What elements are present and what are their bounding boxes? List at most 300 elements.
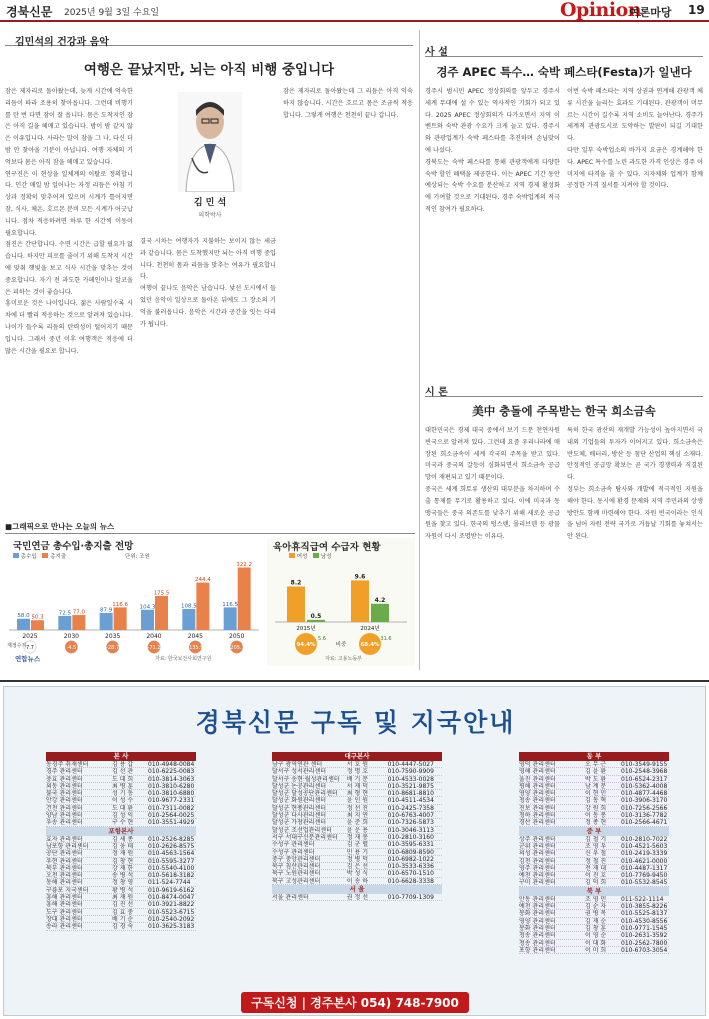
branch-name: 수성구 관리센터 — [272, 841, 315, 848]
phone-number: 010-2631-3592 — [621, 932, 668, 939]
bar-value-label: 87.9 — [100, 607, 113, 614]
branch-name: 우송 관리센터 — [46, 819, 83, 826]
manager-name: 김 선 관 — [112, 768, 134, 775]
phone-number: 010-3046-3113 — [387, 826, 434, 833]
daegu-table — [272, 752, 442, 901]
branch-name: 영양 관리센터 — [519, 917, 556, 924]
branch-row — [46, 865, 196, 872]
phone-number: 010-5618-3182 — [148, 872, 195, 879]
manager-name: 이 성 수 — [112, 797, 134, 804]
bar-value-label: 72.5 — [58, 610, 71, 617]
legend-income: 총수입 — [20, 554, 37, 560]
branch-name: 동해 관리센터 — [46, 879, 83, 886]
branch-name: 예천 관리센터 — [519, 903, 556, 910]
manager-name: 김 동 혁 — [585, 797, 607, 804]
phone-number: 010-6763-4007 — [387, 812, 434, 819]
phone-number: 010-4511-4534 — [387, 797, 434, 804]
branch-name: 영주 관리센터 — [519, 864, 556, 872]
phone-number: 011-522-1114 — [621, 895, 664, 903]
parental-leave-chart-title: 육아휴직급여 수급자 현황 — [273, 542, 381, 553]
phone-number: 010-6809-8590 — [387, 848, 434, 855]
column-body-middle — [140, 236, 276, 514]
branch-name: 효자 관리센터 — [46, 835, 83, 842]
siron-headline: 美中 충돌에 주목받는 한국 희소금속 — [472, 404, 656, 418]
manager-name: 김 진 선 — [112, 901, 134, 908]
branch-row — [272, 768, 442, 775]
bar-value-label: 116.5 — [222, 601, 239, 608]
phone-number: 010-2548-3968 — [621, 768, 668, 775]
branch-row — [519, 843, 669, 850]
branch-name: 북부 관리센터 — [46, 864, 83, 872]
parental-leave-plot — [267, 558, 415, 656]
manager-name: 김 효 중 — [112, 908, 134, 915]
bar-income — [141, 610, 154, 630]
bar-value-label: 175.5 — [153, 590, 170, 597]
author-photo — [178, 92, 242, 192]
branch-name: 안강 관리센터 — [46, 797, 83, 804]
branch-name: 공단 관리센터 — [46, 850, 83, 857]
branch-row — [46, 805, 196, 812]
branch-name: 달성군 현풍관리센터 — [272, 804, 327, 812]
editorial-body-left — [425, 86, 560, 372]
branch-name: 청하 관리센터 — [519, 812, 556, 819]
branch-row — [272, 790, 442, 797]
x-tick-label: 2030 — [63, 633, 79, 640]
graphics-divider — [5, 533, 415, 534]
balance-label: 재정수지 — [7, 643, 27, 649]
branch-name: 안동 관리센터 — [519, 895, 556, 903]
manager-name: 박 도 환 — [585, 775, 607, 782]
manager-name: 최 형 현 — [346, 790, 368, 797]
x-tick-label: 2035 — [105, 633, 121, 640]
branch-row — [46, 768, 196, 775]
branch-row — [46, 901, 196, 908]
x-tick-label: 2015년 — [296, 626, 316, 632]
phone-number: 010-3551-4929 — [148, 819, 195, 826]
manager-name: 서 재 덕 — [346, 782, 368, 790]
phone-number: 010-6524-2317 — [621, 775, 668, 782]
branch-row — [519, 925, 669, 932]
branch-row — [46, 879, 196, 886]
bar-value-label: 50.3 — [31, 614, 44, 621]
section-title: Opinion — [560, 0, 642, 21]
phone-number: 010-4533-0028 — [387, 775, 434, 782]
branch-name: 남구 광역연관 센터 — [272, 761, 323, 768]
branch-name: 영덕 관리센터 — [519, 761, 556, 768]
branch-name: 북구 침산관리센터 — [272, 863, 321, 870]
branch-row — [519, 761, 669, 768]
branch-row — [46, 850, 196, 857]
branch-name: 청송 관리센터 — [519, 797, 556, 804]
legend-male: 남성 — [320, 554, 332, 560]
balance-value: -205.7 — [228, 645, 245, 651]
bar-income — [17, 619, 30, 630]
branch-row — [519, 947, 669, 954]
manager-name: 송 병 석 — [112, 872, 134, 879]
column-divider — [419, 30, 420, 670]
manager-name: 정 병 덕 — [346, 855, 368, 863]
column-paragraph: 연구진은 이 현상을 일체계의 이탈로 정의합니다. 인간 매일 밤 일어나는 자정 리듬은 아침 기상과 정확히 맞추어져 있으며 시계가 틀어지면 잠, 식사, 체온, 호르몬 분비 모든 시계가 어긋납니다. 점차 적응하려면 하루 한 시간씩 이동이 필요합니다. — [5, 170, 133, 237]
column-body-left — [5, 86, 133, 514]
manager-name: 김 군 렬 — [346, 841, 368, 848]
editorial-paragraph: 다만 일부 숙박업소의 바가지 요금은 경계해야 한다. APEC 특수를 노린 과도한 가격 인상은 경주 이미지에 타격을 줄 수 있다. 지자체와 업계가 함께 공정한 가격 질서를 지켜야 할 것이다. — [567, 146, 703, 190]
branch-name: 구미 관리센터 — [519, 879, 556, 886]
branch-name: 청송 관리센터 — [519, 939, 556, 946]
branch-name: 달성군 화원관리센터 — [272, 797, 327, 804]
manager-name: 김 윤 환 — [585, 768, 607, 775]
manager-name: 정 재 원 — [112, 850, 134, 857]
phone-number: 010-3921-8822 — [148, 901, 195, 908]
manager-name: 이 현 민 — [585, 790, 607, 797]
branch-name: 구룡포 지국센터 — [46, 886, 89, 894]
column-paragraph: 흥미로운 것은 나이입니다. 젊은 사람일수록 시차에 더 빨리 적응하는 것으로 알려져 있습니다. 나이가 들수록 리듬의 탄력성이 떨어지기 때문입니다. 그래서 중년 이후 여행객은 적응에 더 많은 시간을 필요로 합니다. — [5, 300, 133, 355]
phone-number: 010-3855-8226 — [621, 903, 668, 910]
manager-name: 김 덕 희 — [585, 879, 607, 886]
manager-name: 김 재 순 — [585, 917, 607, 924]
phone-number: 010-3625-3183 — [148, 923, 195, 930]
manager-name: 황 병 석 — [112, 886, 134, 894]
phone-number: 010-2419-3339 — [621, 850, 668, 857]
manager-name: 서 호 원 — [346, 761, 368, 768]
branch-name: 달서구 성서관리센터 — [272, 768, 327, 775]
branch-row — [272, 878, 442, 885]
table-section-header: 북 부 — [519, 887, 669, 896]
branch-row — [519, 783, 669, 790]
branch-row — [46, 872, 196, 879]
branch-name: 흥해 관리센터 — [46, 901, 83, 908]
manager-name: 오 무 근 — [585, 761, 607, 768]
branch-row — [272, 783, 442, 790]
branch-name: 군위 관리센터 — [519, 842, 556, 850]
branch-name: 청송 관리센터 — [519, 932, 556, 939]
branch-name: 외동 관리센터 — [46, 782, 83, 790]
siron-label: 시 론 — [425, 387, 448, 398]
bar-male — [371, 604, 389, 622]
manager-name: 정 선 진 — [346, 804, 368, 812]
branch-name: 서구 서대구신문관리센터 — [272, 833, 338, 841]
branch-row — [519, 790, 669, 797]
branch-row — [272, 819, 442, 826]
manager-name: 김 철 기 — [585, 835, 607, 842]
author-portrait — [172, 92, 248, 232]
phone-number: 010-2566-4671 — [621, 819, 668, 826]
branch-name: 북구 고성관리센터 — [272, 877, 321, 885]
branch-row — [519, 940, 669, 947]
branch-name: 남포항 관리센터 — [46, 842, 89, 850]
phone-number: 010-3810-6280 — [148, 782, 195, 790]
table-section-header: 본 사 — [46, 752, 196, 761]
manager-name: 조 영 우 — [585, 842, 607, 850]
paper-name: 경북신문 — [6, 5, 53, 19]
branch-name: 서울 관리센터 — [272, 894, 309, 901]
editorial-label: 사 설 — [425, 47, 448, 58]
manager-name: 정 명 호 — [346, 768, 368, 775]
branch-row — [272, 856, 442, 863]
branch-row — [46, 887, 196, 894]
bar-expense — [196, 583, 209, 630]
bar-income — [58, 616, 71, 630]
phone-number: 010-4521-5603 — [621, 842, 668, 850]
branch-name: 달성군 다사관리센터 — [272, 812, 327, 819]
phone-number: 010-3521-9875 — [387, 782, 434, 790]
siron-body-left — [425, 425, 560, 675]
siron-paragraph: 대한민국은 경제 대국 중에서 보기 드문 천연자원 빈국으로 알려져 있다. 그런데 요즘 우리나라에 매장된 희소금속이 세계 각국의 주목을 받고 있다. 미국과 중국의 갈등이 심화되면서 희소금속 공급망이 재편되고 있기 때문이다. — [425, 427, 560, 482]
phone-number: 010-7311-0082 — [148, 804, 195, 812]
branch-row — [519, 805, 669, 812]
pension-chart-title: 국민연금 총수입·총지출 전망 — [13, 541, 134, 552]
bar-expense — [72, 615, 85, 630]
parental-leave-source: 자료: 고용노동부 — [325, 656, 363, 662]
branch-name: 달성군 조선업관리센터 — [272, 826, 332, 833]
manager-name: 민 용 기 — [346, 848, 368, 855]
branch-name: 의성 관리센터 — [519, 850, 556, 857]
subscription-ad — [3, 686, 706, 1016]
siron-paragraph: 정부는 희소금속 탐사와 개발에 적극적인 지원을 해야 한다. 동시에 환경 문제와 지역 주민과의 상생 방안도 함께 마련해야 한다. 자원 빈국이라는 인식을 넘어 자원 전략 국가로 거듭날 기회를 놓쳐서는 안 된다. — [567, 485, 703, 541]
balance-value: -4.5 — [66, 645, 77, 651]
branch-row — [46, 812, 196, 819]
column-paragraph: 여행이 끝나도 음악은 남습니다. 낯선 도시에서 들었던 음악이 일상으로 돌아온 뒤에도 그 장소의 기억을 불러옵니다. 음악은 시간과 공간을 잇는 다리가 됩니다. — [140, 285, 276, 328]
author-name: 김 민 석 — [193, 198, 227, 208]
news-agency-logo: 연합뉴스 — [15, 655, 41, 663]
branch-row — [272, 849, 442, 856]
manager-name: 김 은 선 — [346, 863, 368, 870]
phone-number: 010-4621-0000 — [621, 857, 668, 864]
bar-expense — [114, 607, 127, 630]
parental-leave-chart — [267, 538, 415, 666]
branch-name: 오천 관리센터 — [46, 872, 83, 879]
subscribe-banner[interactable] — [200, 992, 510, 1010]
branch-name: 우현 관리센터 — [46, 857, 83, 864]
phone-number: 010-6703-3054 — [621, 946, 668, 954]
manager-name: 남 계 문 — [585, 782, 607, 790]
branch-row — [272, 812, 442, 819]
manager-name: 정 창 영 — [112, 879, 134, 886]
author-title: 의학박사 — [198, 212, 222, 219]
manager-name: 이 대 화 — [585, 939, 607, 946]
phone-number: 010-2425-7358 — [387, 804, 434, 812]
manager-name: 강 원 희 — [585, 804, 607, 812]
branch-row — [272, 797, 442, 804]
phone-number: 010-2626-8575 — [148, 842, 195, 850]
manager-name: 전 재 대 — [585, 864, 607, 872]
phone-number: 010-2810-3160 — [387, 833, 434, 841]
section-subtitle: 여론마당 — [629, 6, 672, 19]
branch-row — [272, 827, 442, 834]
branch-row — [46, 843, 196, 850]
share-female-value: 94.4% — [296, 642, 316, 648]
siron-header — [425, 380, 703, 397]
share-male-value: 5.6 — [318, 636, 326, 642]
bar-male — [307, 620, 325, 622]
branch-row — [46, 909, 196, 916]
branch-row — [519, 872, 669, 879]
bar-value-label: 244.4 — [194, 577, 211, 584]
branch-name: 달서구 송현·월성관리센터 — [272, 775, 340, 782]
branch-row — [46, 916, 196, 923]
subscribe-phone[interactable]: 구독신청 | 경주본사 054) 748-7900 — [241, 992, 469, 1013]
bar-value-label: 77.0 — [72, 609, 85, 616]
branch-name: 흥해 관리센터 — [46, 894, 83, 901]
phone-number: 010-6225-0083 — [148, 768, 195, 775]
pension-chart — [5, 538, 263, 666]
branch-row — [46, 783, 196, 790]
share-label: 비중 — [335, 642, 347, 648]
branch-name: 상주 관리센터 — [519, 835, 556, 842]
phone-number: 010-3136-7782 — [621, 812, 668, 819]
manager-name: 구 수 현 — [112, 819, 134, 826]
manager-name: 정 철 진 — [585, 857, 607, 864]
branch-row — [519, 776, 669, 783]
balance-value: -135.9 — [187, 645, 204, 651]
manager-name: 이 진 호 — [585, 872, 607, 879]
column-header — [5, 30, 413, 46]
bar-value-label: 116.6 — [112, 601, 129, 608]
phone-number: 010-6982-1022 — [387, 855, 434, 863]
branch-row — [519, 910, 669, 917]
manager-name: 정 종 현 — [585, 819, 607, 826]
manager-name: 권 정 선 — [346, 894, 368, 901]
manager-name: 도 대 희 — [112, 775, 134, 782]
branch-row — [46, 836, 196, 843]
branch-row — [272, 776, 442, 783]
phone-number: 010-2540-2092 — [148, 915, 195, 923]
branch-row — [519, 896, 669, 903]
editorial-paragraph: 경주시 범시민 APEC 정상회의를 앞두고 경주시 세계 무대에 설 수 있는 역사적인 기회가 되고 있다. 2025 APEC 정상회의가 다가오면서 지역 이벤트와 숙박 관광 수요가 크게 늘고 있다. 경주시와 관광업계가 숙박 페스타를 추진하며 손님맞이에 나섰다. — [425, 88, 560, 154]
phone-number: 010-6628-3338 — [387, 877, 434, 885]
manager-name: 김 세 종 — [112, 835, 134, 842]
phone-number: 010-2526-8285 — [148, 835, 195, 842]
manager-name: 박 성 식 — [346, 870, 368, 877]
phone-number: 010-4948-0084 — [148, 761, 195, 768]
branch-name: 건천 관리센터 — [46, 804, 83, 812]
table-section-header: 대구본사 — [272, 752, 442, 761]
branch-row — [519, 836, 669, 843]
pension-chart-plot — [5, 552, 263, 656]
bar-value-label: 108.5 — [180, 603, 197, 610]
manager-name: 김 성 익 — [112, 812, 134, 819]
manager-name: 이 영 순 — [585, 932, 607, 939]
branch-name: 달성군 가창관리센터 — [272, 819, 327, 826]
branch-name: 평해 관리센터 — [519, 782, 556, 790]
branch-name: 봉화 관리센터 — [519, 924, 556, 932]
branch-row — [519, 819, 669, 826]
phone-number: 010-3549-9155 — [621, 761, 668, 768]
branch-name: 경산 관리센터 — [519, 819, 556, 826]
branch-name: 포항 관리센터 — [519, 946, 556, 954]
column-paragraph: 잠은 제자리로 돌아왔는데, 늦게 시간에 억숙한 리듬이 따라 조용히 찾아옵니다. 그런데 비행기를 탄 번 다면 잠이 잘 옵니다. 몸은 도착지인 잠은 아직 길을 헤매고 있습니다. 밤이 밤 같지 않은 이유입니다. 사라는 말이 잠을 그 나, 다신 더 밤 안 찾아올 기분이 아닙니다. 여행 자체의 기억보다 몸은 아직 잠을 헤매고 있습니다. — [5, 88, 133, 166]
branch-row — [272, 863, 442, 870]
branch-row — [519, 865, 669, 872]
branch-name: 불국 관리센터 — [46, 790, 83, 797]
phone-number: 010-7709-1309 — [387, 894, 434, 901]
pension-chart-unit: 단위: 조원 — [125, 554, 150, 560]
phone-number: 010-3533-6336 — [387, 863, 434, 870]
x-tick-label: 2024년 — [360, 626, 380, 632]
siron-paragraph: 특히 한국 광산의 재개발 가능성이 높아지면서 국내외 기업들의 투자가 이어지고 있다. 희소금속은 반도체, 배터리, 방산 등 첨단 산업의 핵심 소재다. 안정적인 공급망 확보는 곧 국가 경쟁력과 직결된다. — [567, 427, 703, 482]
branch-row — [46, 761, 196, 768]
phone-number: 010-4530-8556 — [621, 917, 668, 924]
siron-body-right — [567, 425, 703, 675]
editorial-body-right — [567, 86, 703, 372]
phone-number: 011-524-7744 — [148, 879, 191, 886]
branch-name: 예천 관리센터 — [519, 872, 556, 879]
manager-name: 강 재 한 — [112, 864, 134, 872]
manager-name: 최 병 훈 — [112, 782, 134, 790]
manager-name: 김 용 갑 — [112, 761, 134, 768]
phone-number: 010-4563-1564 — [148, 850, 195, 857]
branch-name: 동경주 취재센터 — [46, 761, 89, 768]
phone-number: 010-2564-0025 — [148, 812, 195, 819]
share-male-value: 31.6 — [380, 636, 392, 642]
x-tick-label: 2025 — [22, 633, 38, 640]
editorial-paragraph: 경북도는 숙박 페스타를 통해 관광객에게 다양한 숙박 할인 혜택을 제공한다. 이는 APEC 기간 동안 예상되는 숙박 수요를 분산하고 지역 경제 활성화에 기여할 것으로 기대된다. 경주 숙박업계의 적극적인 참여가 필요하다. — [425, 158, 560, 213]
ad-title: 경북신문 구독 및 지국안내 — [195, 708, 516, 737]
manager-name: 김 창 현 — [112, 857, 134, 864]
branch-name: 경주 관리센터 — [46, 768, 83, 775]
legend-female: 여성 — [296, 554, 308, 560]
manager-name: 이 송 하 — [346, 877, 368, 885]
branch-row — [46, 790, 196, 797]
manager-name: 윤 운 용 — [346, 826, 368, 833]
siron-paragraph: 중국은 세계 희토류 생산의 대부분을 차지하며 수출 통제를 무기로 활용하고 있다. 이에 미국과 동맹국들은 중국 의존도를 낮추기 위해 새로운 공급원을 찾고 있다. 한국의 텅스텐, 몰리브덴 등 광물 자원이 다시 조명받는 이유다. — [425, 485, 560, 541]
branch-row — [519, 850, 669, 857]
editorial-header — [425, 40, 703, 57]
phone-number: 010-5362-4008 — [621, 782, 668, 790]
masthead — [0, 0, 709, 22]
branch-name: 수성구 관리센터 — [272, 848, 315, 855]
branch-row — [46, 776, 196, 783]
bar-expense — [155, 596, 168, 630]
bar-value-label: 4.2 — [374, 596, 386, 604]
phone-number: 010-5523-6715 — [148, 908, 195, 915]
branch-name: 김천 관리센터 — [519, 857, 556, 864]
phone-number: 010-2810-7022 — [621, 835, 668, 842]
phone-number: 010-9677-2331 — [148, 797, 195, 804]
branch-table — [519, 752, 669, 954]
phone-number: 010-4447-5027 — [387, 761, 434, 768]
table-section-header: 동 부 — [519, 752, 669, 761]
phone-number: 010-5532-8545 — [621, 879, 668, 886]
bar-income — [100, 613, 113, 630]
bar-value-label: 322.2 — [236, 561, 253, 568]
bar-value-label: 58.0 — [17, 613, 30, 620]
branch-name: 영양 관리센터 — [519, 790, 556, 797]
manager-name: 김 웅 태 — [112, 842, 134, 850]
share-female-value: 68.4% — [360, 642, 380, 648]
phone-number: 010-8474-0047 — [148, 894, 195, 901]
x-tick-label: 2045 — [187, 633, 203, 640]
branch-row — [46, 819, 196, 826]
column-body-right — [283, 86, 413, 514]
phone-number: 010-7326-5873 — [387, 819, 434, 826]
branch-name: 양남 관리센터 — [46, 812, 83, 819]
manager-name: 김 창 훈 — [585, 924, 607, 932]
column-headline: 여행은 끝났지만, 뇌는 아직 비행 중입니다 — [83, 62, 335, 78]
phone-number: 010-3810-6880 — [148, 790, 195, 797]
branch-row — [519, 918, 669, 925]
bar-value-label: 8.2 — [290, 579, 302, 587]
manager-name: 김 순 자 — [585, 903, 607, 910]
bar-value-label: 104.3 — [139, 604, 156, 611]
manager-name: 최 지 연 — [346, 812, 368, 819]
ad-divider — [0, 680, 709, 682]
branch-name: 달성군 달성공단관리센터 — [272, 790, 338, 797]
manager-name: 정 재 봉 — [346, 833, 368, 841]
balance-value: -71.2 — [147, 645, 161, 651]
phone-number: 010-5595-3277 — [148, 857, 195, 864]
manager-name: 최 재 원 — [112, 894, 134, 901]
table-section-header: 서 울 — [272, 885, 442, 894]
